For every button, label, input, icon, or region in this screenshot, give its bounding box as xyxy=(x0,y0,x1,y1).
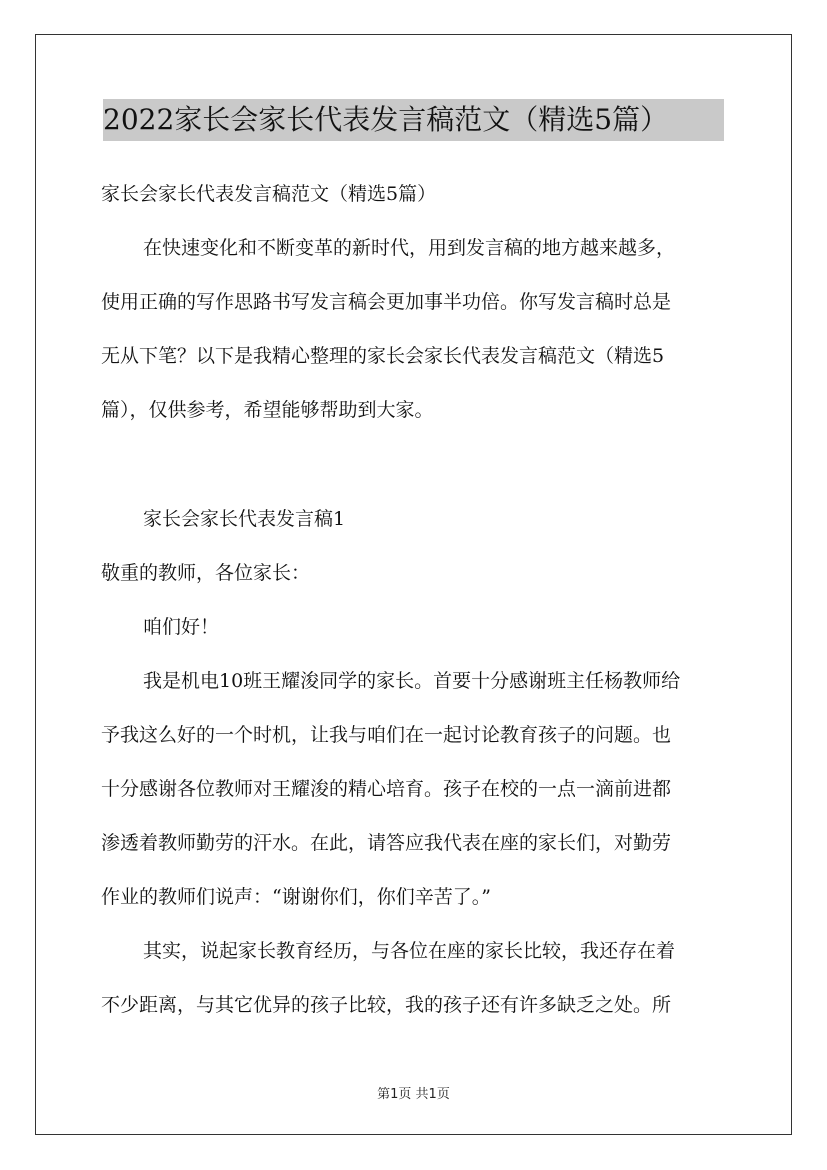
body-line: 十分感谢各位教师对王耀浚的精心培育。孩子在校的一点一滴前进都 xyxy=(101,778,672,800)
body-line: 予我这么好的一个时机，让我与咱们在一起讨论教育孩子的问题。也 xyxy=(101,724,672,746)
body-line: 渗透着教师勤劳的汗水。在此，请答应我代表在座的家长们，对勤劳 xyxy=(101,832,672,854)
intro-line: 在快速变化和不断变革的新时代，用到发言稿的地方越来越多， xyxy=(143,237,676,259)
section-heading: 家长会家长代表发言稿1 xyxy=(143,508,346,530)
greeting: 咱们好！ xyxy=(143,616,220,638)
body-line: 不少距离，与其它优异的孩子比较，我的孩子还有许多缺乏之处。所 xyxy=(101,994,672,1016)
body-line: 作业的教师们说声：“谢谢你们，你们辛苦了。” xyxy=(101,886,491,908)
document-subtitle: 家长会家长代表发言稿范文（精选5篇） xyxy=(101,183,437,205)
body-line: 我是机电10班王耀浚同学的家长。首要十分感谢班主任杨教师给 xyxy=(143,670,681,692)
page-number: 第1页 共1页 xyxy=(377,1087,450,1102)
document-title: 2022家长会家长代表发言稿范文（精选5篇） xyxy=(103,103,669,136)
body-line: 其实，说起家长教育经历，与各位在座的家长比较，我还存在着 xyxy=(143,940,676,962)
intro-line: 使用正确的写作思路书写发言稿会更加事半功倍。你写发言稿时总是 xyxy=(101,291,672,313)
intro-line: 无从下笔？以下是我精心整理的家长会家长代表发言稿范文（精选5 xyxy=(101,345,665,367)
intro-line: 篇），仅供参考，希望能够帮助到大家。 xyxy=(101,399,434,421)
salutation: 敬重的教师，各位家长： xyxy=(101,562,311,584)
